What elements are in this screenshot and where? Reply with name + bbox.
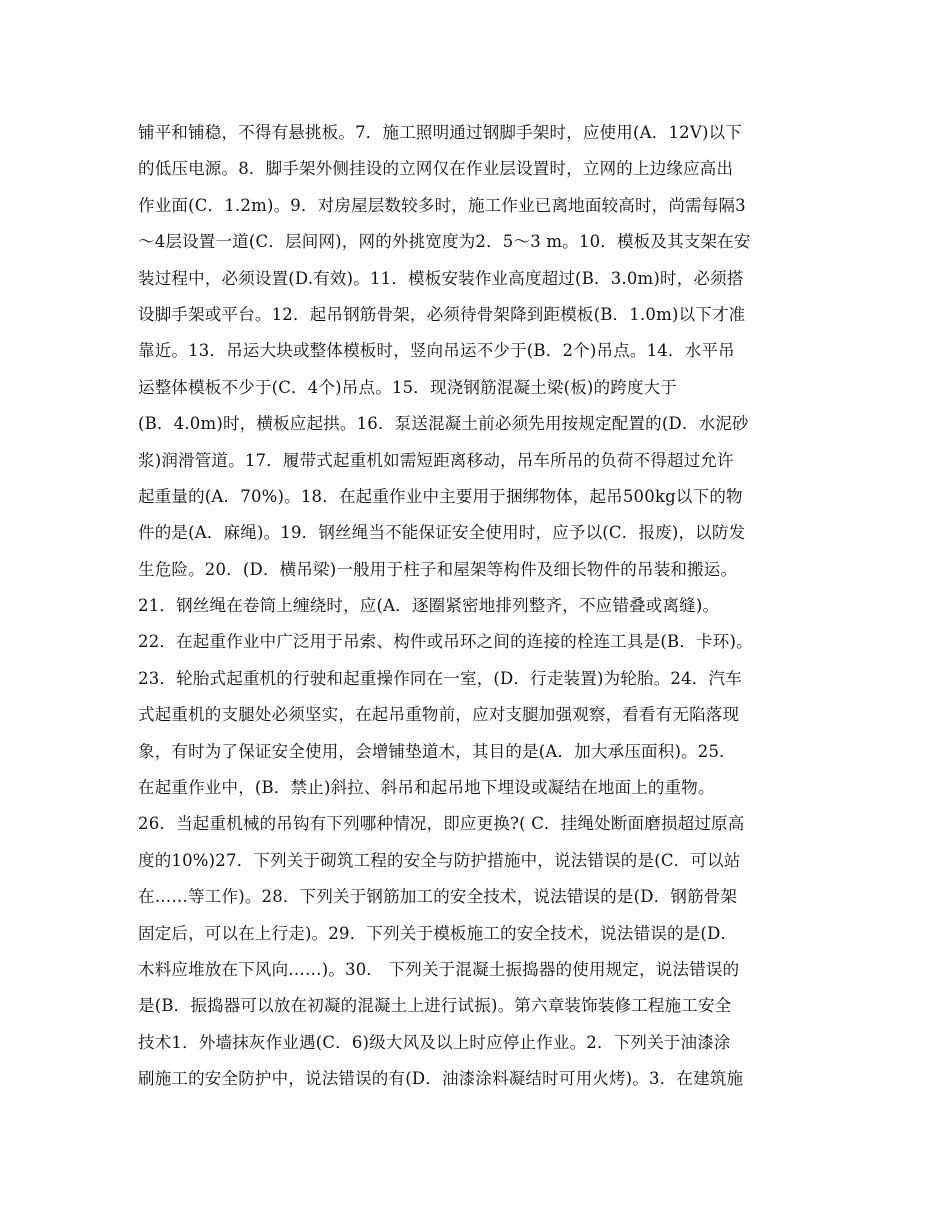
text-line: 21．钢丝绳在卷筒上缠绕时，应(A．逐圈紧密地排列整齐，不应错叠或离缝)。 — [138, 596, 720, 616]
text-line: 件的是(A．麻绳)。19．钢丝绳当不能保证安全使用时，应予以(C．报废)，以防发 — [138, 523, 746, 543]
text-line: 刷施工的安全防护中，说法错误的有(D．油漆涂料凝结时可用火烤)。3．在建筑施 — [138, 1069, 744, 1089]
text-line: 作业面(C．1.2m)。9．对房屋层数较多时，施工作业已离地面较高时，尚需每隔3 — [138, 195, 746, 215]
text-line: 浆)润滑管道。17．履带式起重机如需短距离移动，吊车所吊的负荷不得超过允许 — [138, 450, 734, 470]
text-line: 靠近。13．吊运大块或整体模板时，竖向吊运不少于(B．2个)吊点。14．水平吊 — [138, 341, 735, 361]
text-line: 在……等工作)。28．下列关于钢筋加工的安全技术，说法错误的是(D．钢筋骨架 — [138, 887, 738, 907]
text-line: 运整体模板不少于(C．4个)吊点。15．现浇钢筋混凝土梁(板)的跨度大于 — [138, 377, 678, 397]
text-line: 是(B．振捣器可以放在初凝的混凝土上进行试振)。第六章装饰装修工程施工安全 — [138, 996, 732, 1016]
text-line: (B．4.0m)时，横板应起拱。16．泵送混凝土前必须先用按规定配置的(D．水泥砂 — [138, 414, 749, 434]
text-line: 设脚手架或平台。12．起吊钢筋骨架，必须待骨架降到距模板(B．1.0m)以下才准 — [138, 304, 746, 324]
text-line: 23．轮胎式起重机的行驶和起重操作同在一室，(D．行走装置)为轮胎。24．汽车 — [138, 668, 742, 688]
text-line: ～4层设置一道(C．层间网)，网的外挑宽度为2．5～3 m。10．模板及其支架在安 — [138, 232, 751, 252]
text-line: 的低压电源。8．脚手架外侧挂设的立网仅在作业层设置时，立网的上边缘应高出 — [138, 159, 734, 179]
text-line: 象，有时为了保证安全使用，会增铺垫道木，其目的是(A．加大承压面积)。25． — [138, 741, 736, 761]
text-line: 技术1．外墙抹灰作业遇(C．6)级大风及以上时应停止作业。2．下列关于油漆涂 — [138, 1032, 731, 1052]
text-line: 生危险。20．(D．横吊梁)一般用于柱子和屋架等构件及细长物件的吊装和搬运。 — [138, 559, 738, 579]
text-line: 在起重作业中，(B．禁止)斜拉、斜吊和起吊地下埋设或凝结在地面上的重物。 — [138, 778, 715, 798]
text-line: 26．当起重机械的吊钩有下列哪种情况，即应更换?( C．挂绳处断面磨损超过原高 — [138, 814, 745, 834]
body-text — [138, 115, 818, 1098]
text-line: 木料应堆放在下风向……)。30． 下列关于混凝土振捣器的使用规定，说法错误的 — [138, 959, 740, 979]
text-line: 22．在起重作业中广泛用于吊索、构件或吊环之间的连接的栓连工具是(B．卡环)。 — [138, 632, 753, 652]
text-line: 装过程中，必须设置(D.有效)。11．模板安装作业高度超过(B．3.0m)时，必须搭 — [138, 268, 744, 288]
text-line: 固定后，可以在上行走)。29．下列关于模板施工的安全技术，说法错误的是(D． — [138, 923, 738, 943]
text-line: 铺平和铺稳，不得有悬挑板。7．施工照明通过钢脚手架时，应使用(A．12V)以下 — [138, 123, 742, 142]
text-line: 起重量的(A．70%)。18．在起重作业中主要用于捆绑物体，起吊500kg以下的物 — [138, 486, 743, 506]
text-line: 式起重机的支腿处必须坚实，在起吊重物前，应对支腿加强观察，看看有无陷落现 — [138, 705, 740, 725]
text-line: 度的10%)27．下列关于砌筑工程的安全与防护措施中，说法错误的是(C．可以站 — [138, 850, 741, 870]
